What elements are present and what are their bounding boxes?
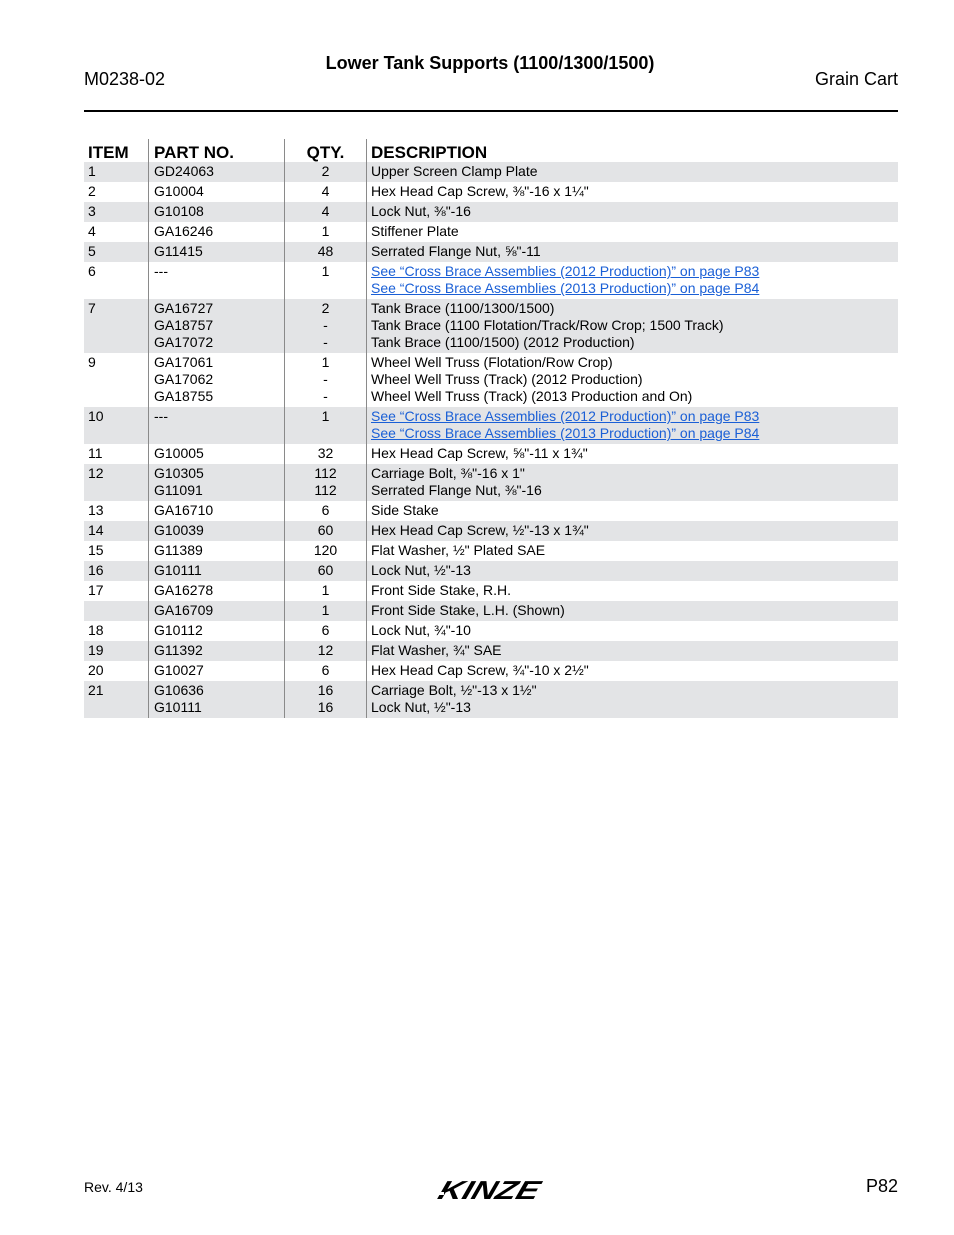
item-number: 12 bbox=[84, 464, 149, 501]
description-line: Serrated Flange Nut, ⅜"-16 bbox=[371, 482, 542, 498]
item-number: 2 bbox=[88, 183, 96, 199]
quantity: 1 bbox=[321, 354, 330, 370]
item-number: 16 bbox=[84, 561, 149, 581]
table-row bbox=[84, 407, 898, 444]
table-row bbox=[84, 444, 898, 464]
cross-reference-link[interactable]: See “Cross Brace Assemblies (2013 Production)” on page P84 bbox=[371, 425, 760, 441]
quantity: 6 bbox=[321, 622, 330, 638]
description-cell bbox=[367, 222, 899, 242]
part-number: G10027 bbox=[154, 662, 204, 678]
description-cell bbox=[367, 621, 899, 641]
table-row bbox=[84, 353, 898, 407]
quantity: 6 bbox=[321, 662, 330, 678]
part-number-cell bbox=[149, 621, 285, 641]
part-number: GA17061 bbox=[154, 354, 214, 370]
part-number: G10005 bbox=[154, 445, 204, 461]
part-number-cell bbox=[149, 601, 285, 621]
description-cell bbox=[367, 601, 899, 621]
quantity-cell bbox=[285, 444, 367, 464]
part-number: GD24063 bbox=[154, 163, 214, 179]
part-number: G10004 bbox=[154, 183, 204, 199]
table-header-row bbox=[84, 139, 898, 162]
table-row bbox=[84, 202, 898, 222]
description-line: Tank Brace (1100/1500) (2012 Production) bbox=[371, 334, 635, 350]
quantity: 1 bbox=[321, 223, 330, 239]
page-number: P82 bbox=[865, 1176, 898, 1196]
description-cell bbox=[367, 353, 899, 407]
item-number: 6 bbox=[88, 263, 96, 279]
table-row bbox=[84, 262, 898, 299]
part-number: GA18755 bbox=[154, 388, 214, 404]
part-number: G10305 bbox=[154, 465, 204, 481]
description-cell bbox=[367, 262, 899, 299]
part-number: G10111 bbox=[154, 699, 202, 715]
part-number: GA17072 bbox=[154, 334, 214, 350]
part-number: GA16278 bbox=[154, 582, 214, 598]
item-number: 4 bbox=[88, 223, 96, 239]
part-number: G10039 bbox=[154, 522, 204, 538]
description-line: Wheel Well Truss (Flotation/Row Crop) bbox=[371, 354, 613, 370]
description-line: Tank Brace (1100 Flotation/Track/Row Crop; 1500 Track) bbox=[371, 317, 724, 333]
parts-table bbox=[84, 139, 898, 718]
description-line: Front Side Stake, L.H. (Shown) bbox=[371, 602, 565, 618]
quantity: - bbox=[323, 334, 328, 350]
part-number-cell bbox=[149, 222, 285, 242]
table-row bbox=[84, 222, 898, 242]
cross-reference-link[interactable]: See “Cross Brace Assemblies (2013 Production)” on page P84 bbox=[371, 280, 760, 296]
part-number: G11392 bbox=[154, 642, 203, 658]
description-cell bbox=[367, 242, 899, 262]
quantity-cell bbox=[285, 262, 367, 299]
description-cell bbox=[367, 202, 899, 222]
description-line: Hex Head Cap Screw, ⅝"-11 x 1¾" bbox=[371, 445, 588, 461]
item-number: 21 bbox=[84, 681, 149, 718]
part-number-cell bbox=[149, 464, 285, 501]
quantity-cell bbox=[285, 581, 367, 601]
table-row bbox=[84, 501, 898, 521]
description-cell bbox=[367, 464, 899, 501]
part-number: GA16727 bbox=[154, 300, 214, 316]
table-row bbox=[84, 242, 898, 262]
description-cell bbox=[367, 561, 899, 581]
cross-reference-link[interactable]: See “Cross Brace Assemblies (2012 Production)” on page P83 bbox=[371, 263, 760, 279]
cross-reference-link[interactable]: See “Cross Brace Assemblies (2012 Production)” on page P83 bbox=[371, 408, 760, 424]
description-line: Flat Washer, ½" Plated SAE bbox=[371, 542, 546, 558]
quantity-cell bbox=[285, 162, 367, 182]
description-cell bbox=[367, 407, 899, 444]
table-row bbox=[84, 581, 898, 601]
part-number-cell bbox=[149, 407, 285, 444]
section-name: Grain Cart bbox=[814, 69, 898, 89]
item-number: 20 bbox=[88, 662, 104, 678]
item-number: 1 bbox=[84, 162, 149, 182]
table-row bbox=[84, 541, 898, 561]
description-line: Lock Nut, ¾"-10 bbox=[371, 622, 471, 638]
table-row bbox=[84, 299, 898, 353]
part-number: GA17062 bbox=[154, 371, 214, 387]
part-number-cell bbox=[149, 541, 285, 561]
quantity-cell bbox=[285, 661, 367, 681]
item-number: 9 bbox=[88, 354, 96, 370]
quantity: 16 bbox=[317, 699, 334, 715]
quantity-cell bbox=[285, 521, 367, 541]
quantity-cell bbox=[285, 242, 367, 262]
quantity-cell bbox=[285, 202, 367, 222]
part-number-cell bbox=[149, 561, 285, 581]
description-cell bbox=[367, 581, 899, 601]
item-number: 15 bbox=[88, 542, 104, 558]
item-number: 10 bbox=[84, 407, 149, 444]
quantity: 2 bbox=[321, 163, 330, 179]
part-number-cell bbox=[149, 501, 285, 521]
document-code: M0238-02 bbox=[84, 69, 166, 89]
part-number-cell bbox=[149, 353, 285, 407]
header-divider bbox=[84, 110, 898, 112]
part-number-cell bbox=[149, 262, 285, 299]
quantity: 1 bbox=[321, 408, 330, 424]
description-cell bbox=[367, 501, 899, 521]
quantity: 32 bbox=[317, 445, 334, 461]
description-line: Hex Head Cap Screw, ¾"-10 x 2½" bbox=[371, 662, 589, 678]
description-line: Stiffener Plate bbox=[371, 223, 459, 239]
quantity: 60 bbox=[317, 562, 334, 578]
logo-stripe bbox=[436, 1184, 444, 1187]
table-row bbox=[84, 601, 898, 621]
description-cell bbox=[367, 641, 899, 661]
table-row bbox=[84, 521, 898, 541]
part-number: G10636 bbox=[154, 682, 204, 698]
quantity-cell bbox=[285, 353, 367, 407]
part-number-cell bbox=[149, 681, 285, 718]
part-number-cell bbox=[149, 162, 285, 182]
logo-stripe bbox=[436, 1192, 444, 1195]
description-line: Serrated Flange Nut, ⅝"-11 bbox=[371, 243, 541, 259]
description-line: Carriage Bolt, ½"-13 x 1½" bbox=[371, 682, 537, 698]
item-number: 5 bbox=[84, 242, 149, 262]
description-line: Side Stake bbox=[371, 502, 439, 518]
quantity-cell bbox=[285, 501, 367, 521]
item-number: 17 bbox=[88, 582, 104, 598]
table-row bbox=[84, 561, 898, 581]
quantity-cell bbox=[285, 222, 367, 242]
quantity-cell bbox=[285, 182, 367, 202]
description-line: Lock Nut, ½"-13 bbox=[371, 562, 471, 578]
description-cell bbox=[367, 182, 899, 202]
description-line: Upper Screen Clamp Plate bbox=[371, 163, 538, 179]
kinze-logo bbox=[432, 1176, 550, 1204]
quantity: 48 bbox=[317, 243, 334, 259]
part-number: --- bbox=[154, 408, 168, 424]
quantity: 112 bbox=[314, 482, 337, 498]
description-cell bbox=[367, 299, 899, 353]
quantity-cell bbox=[285, 601, 367, 621]
part-number: G10111 bbox=[154, 562, 202, 578]
quantity: 12 bbox=[317, 642, 334, 658]
part-number: GA16709 bbox=[154, 602, 214, 618]
quantity: 1 bbox=[321, 602, 330, 618]
quantity: 6 bbox=[321, 502, 330, 518]
description-cell bbox=[367, 681, 899, 718]
quantity: 4 bbox=[321, 203, 330, 219]
description-line: Flat Washer, ¾" SAE bbox=[371, 642, 502, 658]
part-number-cell bbox=[149, 641, 285, 661]
quantity-cell bbox=[285, 407, 367, 444]
logo-wordmark: KINZE bbox=[434, 1176, 523, 1204]
part-number-cell bbox=[149, 299, 285, 353]
part-number-cell bbox=[149, 581, 285, 601]
part-number: GA16710 bbox=[154, 502, 214, 518]
part-number-cell bbox=[149, 521, 285, 541]
item-number: 18 bbox=[88, 622, 104, 638]
kinze-logo-mark bbox=[432, 1176, 550, 1204]
description-cell bbox=[367, 444, 899, 464]
part-number-cell bbox=[149, 242, 285, 262]
quantity-cell bbox=[285, 621, 367, 641]
part-number: GA16246 bbox=[154, 223, 214, 239]
quantity: 1 bbox=[321, 582, 330, 598]
item-number: 7 bbox=[84, 299, 149, 353]
description-line: Front Side Stake, R.H. bbox=[371, 582, 512, 598]
item-number: 3 bbox=[84, 202, 149, 222]
description-line: Wheel Well Truss (Track) (2012 Production) bbox=[371, 371, 643, 387]
part-number: G11415 bbox=[154, 243, 203, 259]
quantity: - bbox=[323, 388, 328, 404]
quantity: 1 bbox=[321, 263, 330, 279]
description-line: Tank Brace (1100/1300/1500) bbox=[371, 300, 555, 316]
quantity: - bbox=[323, 317, 328, 333]
parts-table-body bbox=[84, 162, 898, 718]
part-number-cell bbox=[149, 182, 285, 202]
table-row bbox=[84, 661, 898, 681]
description-line: Hex Head Cap Screw, ⅜"-16 x 1¼" bbox=[371, 183, 589, 199]
description-cell bbox=[367, 541, 899, 561]
column-header-description: DESCRIPTION bbox=[367, 139, 899, 162]
table-row bbox=[84, 681, 898, 718]
part-number: G11389 bbox=[154, 542, 203, 558]
item-number: 14 bbox=[84, 521, 149, 541]
table-row bbox=[84, 162, 898, 182]
description-line: Wheel Well Truss (Track) (2013 Production and On) bbox=[371, 388, 693, 404]
quantity: - bbox=[323, 371, 328, 387]
quantity-cell bbox=[285, 681, 367, 718]
part-number: GA18757 bbox=[154, 317, 214, 333]
quantity-cell bbox=[285, 561, 367, 581]
part-number: G11091 bbox=[154, 482, 203, 498]
part-number-cell bbox=[149, 661, 285, 681]
column-header-part-no: PART NO. bbox=[149, 139, 285, 162]
quantity-cell bbox=[285, 299, 367, 353]
description-cell bbox=[367, 521, 899, 541]
table-row bbox=[84, 464, 898, 501]
quantity-cell bbox=[285, 641, 367, 661]
item-number: 13 bbox=[88, 502, 104, 518]
page-title: Lower Tank Supports (1100/1300/1500) bbox=[325, 53, 655, 73]
quantity: 16 bbox=[317, 682, 334, 698]
revision-label: Rev. 4/13 bbox=[84, 1179, 143, 1195]
table-row bbox=[84, 182, 898, 202]
item-number: 11 bbox=[88, 445, 103, 461]
part-number: G10112 bbox=[154, 622, 203, 638]
column-header-qty: QTY. bbox=[285, 139, 367, 162]
quantity: 4 bbox=[321, 183, 330, 199]
part-number: --- bbox=[154, 263, 168, 279]
quantity: 60 bbox=[317, 522, 334, 538]
description-line: Hex Head Cap Screw, ½"-13 x 1¾" bbox=[371, 522, 589, 538]
quantity: 2 bbox=[321, 300, 330, 316]
description-line: Carriage Bolt, ⅜"-16 x 1" bbox=[371, 465, 525, 481]
item-number: 19 bbox=[84, 641, 149, 661]
part-number-cell bbox=[149, 202, 285, 222]
item-number bbox=[84, 601, 149, 621]
part-number: G10108 bbox=[154, 203, 204, 219]
description-line: Lock Nut, ⅜"-16 bbox=[371, 203, 471, 219]
quantity: 112 bbox=[314, 465, 337, 481]
table-row bbox=[84, 621, 898, 641]
description-cell bbox=[367, 661, 899, 681]
part-number-cell bbox=[149, 444, 285, 464]
quantity-cell bbox=[285, 541, 367, 561]
table-row bbox=[84, 641, 898, 661]
column-header-item: ITEM bbox=[88, 143, 129, 162]
description-cell bbox=[367, 162, 899, 182]
quantity-cell bbox=[285, 464, 367, 501]
description-line: Lock Nut, ½"-13 bbox=[371, 699, 471, 715]
quantity: 120 bbox=[313, 542, 338, 558]
